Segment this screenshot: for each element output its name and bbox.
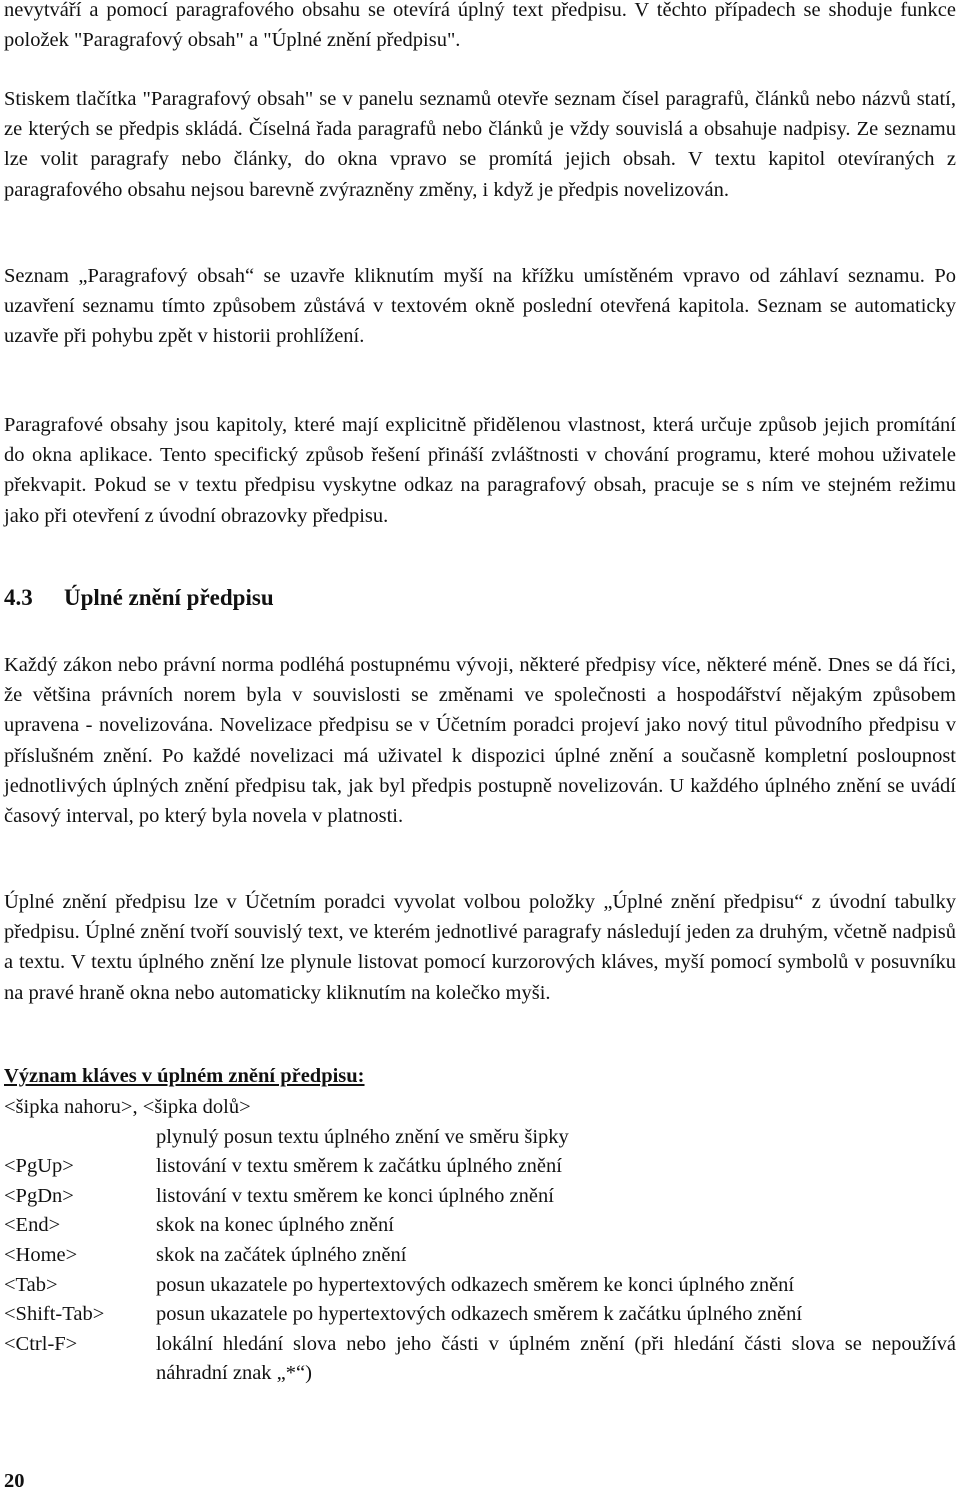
key-name: <PgUp> xyxy=(4,1155,74,1178)
key-description: skok na začátek úplného znění xyxy=(156,1243,407,1266)
section-heading xyxy=(4,585,274,611)
paragraph-paragraph-content-button: Stiskem tlačítka "Paragrafový obsah" se v panelu seznamů otevře seznam čísel paragrafů, článků nebo názvů statí, ze kterých se předpis skládá. Číselná řada paragrafů nebo článků je vždy souvislá a obsahuje nadpisy. Ze seznamu lze volit paragrafy nebo články, do okna vpravo se promítá jejich obsah. V textu kapitol otevíraných z paragrafového obsahu nejsou barevně zvýrazněny změny, i když je předpis novelizován. xyxy=(4,88,956,201)
key-row xyxy=(4,1330,956,1389)
paragraph-paragraph-content-chapters: Paragrafové obsahy jsou kapitoly, které mají explicitně přidělenou vlastnost, která určuje způsob jejich promítání do okna aplikace. Tento specifický způsob řešení přináší zvláštnosti v chování programu, které mohou uživatele překvapit. Pokud se v textu předpisu vyskytne odkaz na paragrafový obsah, pracuje se s ním ve stejném režimu jako při otevření z úvodní obrazovky předpisu. xyxy=(4,414,956,527)
key-row xyxy=(4,1182,956,1212)
key-name: <šipka nahoru>, <šipka dolů> xyxy=(4,1096,251,1118)
section-number: 4.3 xyxy=(4,585,33,610)
paragraph-closing-list: Seznam „Paragrafový obsah“ se uzavře kliknutím myší na křížku umístěném vpravo od záhlaví seznamu. Po uzavření seznamu tímto způsobem zůstává v textovém okně poslední otevřená kapitola. Seznam se automaticky uzavře při pohybu zpět v historii prohlížení. xyxy=(4,265,956,348)
key-name: <PgDn> xyxy=(4,1184,74,1207)
key-description: listování v textu směrem ke konci úplného znění xyxy=(156,1184,554,1207)
key-name: <Tab> xyxy=(4,1273,58,1296)
key-description: skok na konec úplného znění xyxy=(156,1214,394,1237)
keys-heading: Význam kláves v úplném znění předpisu: xyxy=(4,1065,365,1087)
paragraph-full-text-navigation: Úplné znění předpisu lze v Účetním poradci vyvolat volbou položky „Úplné znění předpisu“ z úvodní tabulky předpisu. Úplné znění tvoří souvislý text, ve kterém jednotlivé paragrafy následují jeden za druhým, včetně nadpisů a textu. V textu úplného znění lze plynule listovat pomocí kurzorových kláves, myší pomocí symbolů v posuvníku na pravé hraně okna nebo automaticky kliknutím na kolečko myši. xyxy=(4,891,956,1004)
key-row xyxy=(4,1123,956,1153)
paragraph-amendments: Každý zákon nebo právní norma podléhá postupnému vývoji, některé předpisy více, některé méně. Dnes se dá říci, že většina právních norem byla v souvislosti se změnami ve společnosti a hospodářství nějakým způsobem upravena - novelizována. Novelizace předpisu se v Účetním poradci projeví jako nový titul původního předpisu v příslušném znění. Po každé novelizaci má uživatel k dispozici úplné znění a současně kompletní posloupnost jednotlivých úplných znění předpisu tak, jak byl předpis postupně novelizován. U každého úplného znění se uvádí časový interval, po který byla novela v platnosti. xyxy=(4,654,956,828)
key-name: <Shift-Tab> xyxy=(4,1303,105,1326)
key-row xyxy=(4,1093,956,1123)
key-name: <Home> xyxy=(4,1243,78,1266)
key-row xyxy=(4,1211,956,1241)
key-row xyxy=(4,1271,956,1301)
key-description: plynulý posun textu úplného znění ve směru šipky xyxy=(156,1125,569,1148)
key-description: posun ukazatele po hypertextových odkazech směrem ke konci úplného znění xyxy=(156,1273,795,1296)
key-row xyxy=(4,1152,956,1182)
key-description: lokální hledání slova nebo jeho části v úplném znění (při hledání části slova se nepoužívá náhradní znak „*“) xyxy=(156,1332,956,1385)
key-row xyxy=(4,1300,956,1330)
key-row xyxy=(4,1241,956,1271)
keys-list xyxy=(4,1093,956,1389)
paragraph-intro: nevytváří a pomocí paragrafového obsahu se otevírá úplný text předpisu. V těchto případech se shoduje funkce položek "Paragrafový obsah" a "Úplné znění předpisu". xyxy=(4,0,956,52)
key-name: <End> xyxy=(4,1214,61,1237)
key-description: posun ukazatele po hypertextových odkazech směrem k začátku úplného znění xyxy=(156,1303,803,1326)
page-number: 20 xyxy=(4,1470,25,1492)
key-name: <Ctrl-F> xyxy=(4,1332,78,1355)
key-description: listování v textu směrem k začátku úplného znění xyxy=(156,1155,562,1178)
section-title: Úplné znění předpisu xyxy=(64,585,274,610)
